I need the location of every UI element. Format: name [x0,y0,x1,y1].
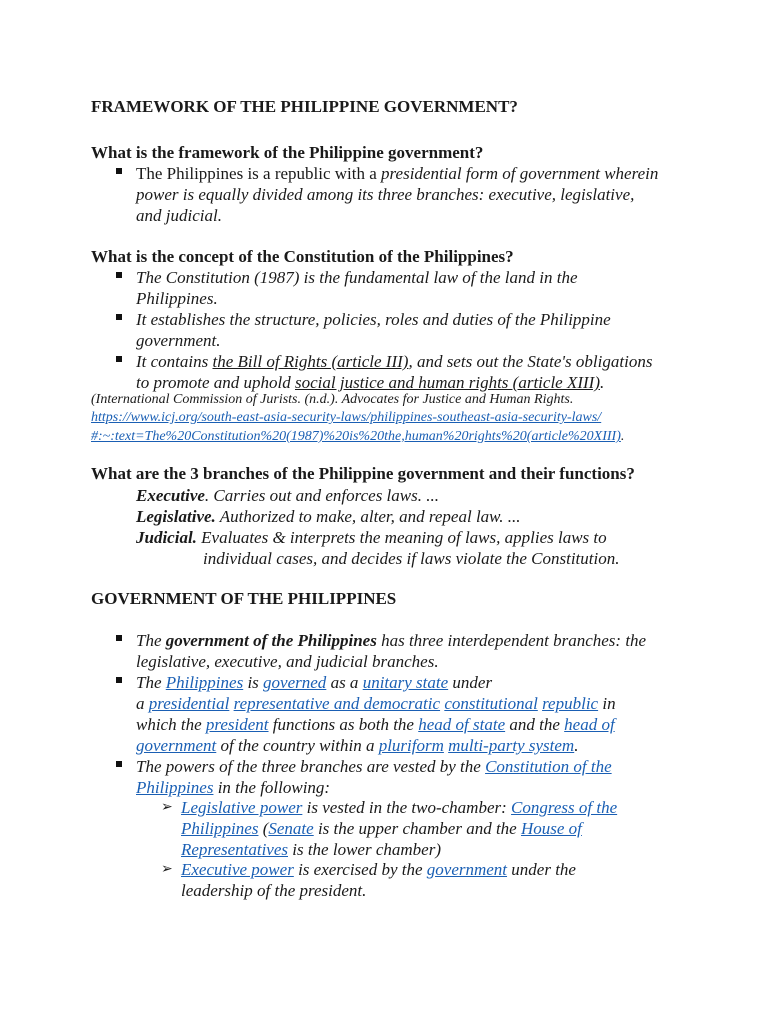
paragraph-line: It establishes the structure, policies, roles and duties of the Philippine [136,310,611,329]
question-heading: What is the framework of the Philippine government? [91,143,484,162]
link-government[interactable]: government [426,860,508,879]
page-title: FRAMEWORK OF THE PHILIPPINE GOVERNMENT? [91,97,518,116]
link-philippines[interactable]: Philippines [165,673,244,692]
paragraph-line: power is equally divided among its three branches: executive, legislative, [136,185,635,204]
paragraph-line: legislative, executive, and judicial branches. [136,652,439,671]
paragraph-line: to promote and uphold social justice and human rights (article XIII). [136,373,605,392]
paragraph-line: and judicial. [136,206,222,225]
paragraph-line: government. [136,331,221,350]
bullet-icon [116,168,122,174]
link-governed[interactable]: governed [263,673,327,692]
link-head-of-state[interactable]: head of state [418,715,506,734]
citation-link[interactable]: https://www.icj.org/south-east-asia-security-laws/philippines-southeast-asia-security-laws/ [91,410,602,425]
link-presidential[interactable]: presidential [148,694,230,713]
paragraph-line: a presidential representative and democratic constitutional republic in [136,694,616,713]
link-republic[interactable]: republic [542,694,599,713]
link-constitution[interactable]: Constitution of the [485,757,612,776]
link-senate[interactable]: Senate [268,819,314,838]
paragraph-line: It contains the Bill of Rights (article III), and sets out the State's obligations [136,352,653,371]
branch-executive: Executive. Carries out and enforces laws. ... [136,486,439,505]
paragraph-line: Legislative power is vested in the two-chamber: Congress of the [181,798,618,817]
link-head-of-government-cont[interactable]: government [136,736,217,755]
arrow-bullet-icon: ➢ [161,799,173,815]
bullet-icon [116,314,122,320]
branch-judicial: Judicial. Evaluates & interprets the meaning of laws, applies laws to [136,528,607,547]
link-congress[interactable]: Congress of the [511,798,618,817]
bullet-icon [116,761,122,767]
paragraph-line: which the president functions as both the head of state and the head of [136,715,615,734]
link-house-of-representatives[interactable]: House of [520,819,582,838]
link-representative-democratic[interactable]: representative and democratic [233,694,441,713]
question-heading: What is the concept of the Constitution of the Philippines? [91,247,514,266]
paragraph-line: Representatives is the lower chamber) [181,840,441,859]
link-pluriform[interactable]: pluriform [378,736,444,755]
citation-text: (International Commission of Jurists. (n.d.). Advocates for Justice and Human Rights. [91,392,574,407]
bullet-icon [116,635,122,641]
link-unitary-state[interactable]: unitary state [362,673,449,692]
branch-legislative: Legislative. Authorized to make, alter, and repeal law. ... [136,507,521,526]
link-constitutional[interactable]: constitutional [444,694,538,713]
paragraph-line: The powers of the three branches are vested by the Constitution of the [136,757,612,776]
link-executive-power[interactable]: Executive power [181,860,294,879]
paragraph-line: Philippines (Senate is the upper chamber and the House of [181,819,582,838]
branch-judicial-cont: individual cases, and decides if laws violate the Constitution. [203,549,620,568]
paragraph-line: Philippines. [136,289,218,308]
link-president[interactable]: president [205,715,269,734]
paragraph-line: Executive power is exercised by the government under the [181,860,576,879]
bullet-icon [116,677,122,683]
link-head-of-government[interactable]: head of [564,715,615,734]
link-constitution-cont[interactable]: Philippines [136,778,214,797]
paragraph-line: The government of the Philippines has three interdependent branches: the [136,631,647,650]
question-heading: What are the 3 branches of the Philippine government and their functions? [91,464,635,483]
link-congress-cont[interactable]: Philippines [181,819,259,838]
citation-link[interactable]: #:~:text=The%20Constitution%20(1987)%20is%20the,human%20rights%20(article%20XIII). [91,429,625,444]
arrow-bullet-icon: ➢ [161,861,173,877]
paragraph-line: government of the country within a pluriform multi-party system. [136,736,579,755]
section-heading: GOVERNMENT OF THE PHILIPPINES [91,589,397,608]
link-house-of-representatives-cont[interactable]: Representatives [181,840,288,859]
link-legislative-power[interactable]: Legislative power [181,798,303,817]
paragraph-line: The Philippines is a republic with a presidential form of government wherein [136,164,659,183]
bullet-icon [116,272,122,278]
paragraph-line: The Philippines is governed as a unitary state under [136,673,493,692]
paragraph-line: The Constitution (1987) is the fundamental law of the land in the [136,268,578,287]
paragraph-line: leadership of the president. [181,881,367,900]
link-multi-party-system[interactable]: multi-party system [448,736,575,755]
paragraph-line: Philippines in the following: [136,778,331,797]
bullet-icon [116,356,122,362]
